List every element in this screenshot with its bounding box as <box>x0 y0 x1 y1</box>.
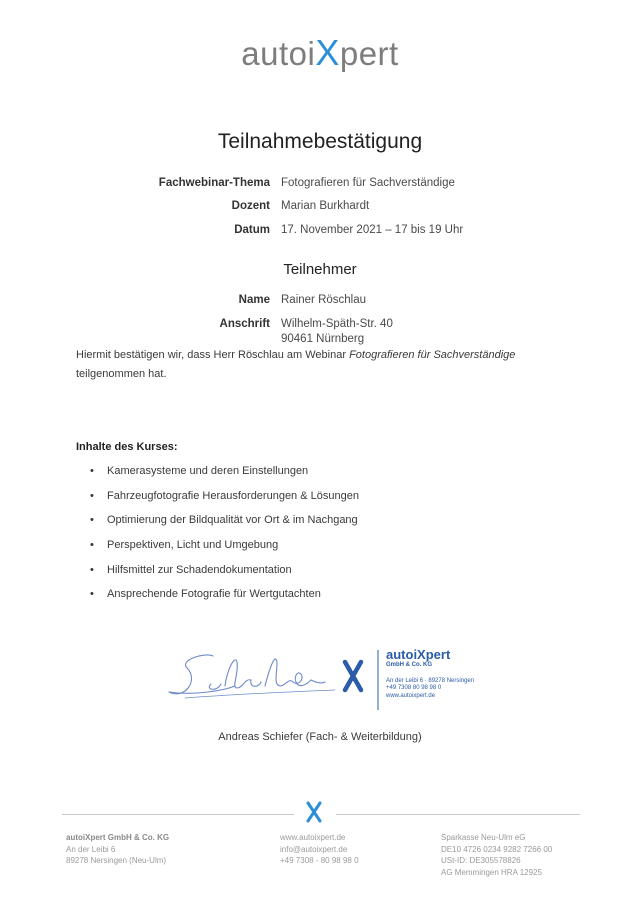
footer-bank-column <box>441 832 552 878</box>
info-value: Fotografieren für Sachverständige <box>281 177 455 189</box>
confirmation-topic: Fotografieren für Sachverständige <box>349 349 516 361</box>
stamp-x-icon <box>345 662 361 690</box>
company-logo <box>0 32 640 74</box>
footer-divider-right <box>336 814 580 815</box>
list-item: • Optimierung der Bildqualität vor Ort & im Nachgang <box>90 511 359 536</box>
footer-register: AG Memmingen HRA 12925 <box>441 867 542 877</box>
stamp-company: GmbH & Co. KG <box>386 662 432 668</box>
stamp-brand: autoiXpert <box>386 647 451 662</box>
stamp-web: www.autoixpert.de <box>386 692 436 699</box>
footer-x-icon <box>304 800 324 824</box>
stamp-spacer <box>386 670 474 678</box>
footer-website: www.autoixpert.de <box>280 833 346 842</box>
footer-divider-left <box>62 814 294 815</box>
participant-address-line2: 90461 Nürnberg <box>281 333 365 345</box>
list-item: • Hilfsmittel zur Schadendokumentation <box>90 561 359 586</box>
document-title: Teilnahmebestätigung <box>217 130 423 153</box>
company-stamp <box>386 648 474 700</box>
footer-email: info@autoixpert.de <box>280 844 348 854</box>
logo-x: X <box>315 32 340 73</box>
info-label: Fachwebinar-Thema <box>158 177 270 189</box>
list-item: • Fahrzeugfotografie Herausforderungen & Lösungen <box>90 487 359 512</box>
footer-bank: Sparkasse Neu-Ulm eG <box>441 833 526 842</box>
footer-street: An der Leibi 6 <box>66 844 116 854</box>
confirmation-pre: Hiermit bestätigen wir, dass Herr Röschlau am Webinar <box>76 349 350 361</box>
footer-vat-id: USt-ID: DE305578826 <box>441 856 521 866</box>
footer-company-column <box>66 832 169 867</box>
list-item: • Kamerasysteme und deren Einstellungen <box>90 462 359 487</box>
handwritten-signature <box>169 655 335 698</box>
course-heading: Inhalte des Kurses: <box>76 441 178 453</box>
footer-iban: DE10 4726 0234 9282 7266 00 <box>441 844 553 854</box>
footer-phone: +49 7308 - 80 98 98 0 <box>280 856 359 866</box>
participant-address-line1: Wilhelm-Späth-Str. 40 <box>281 318 393 330</box>
info-label: Dozent <box>231 200 270 212</box>
list-item: • Perspektiven, Licht und Umgebung <box>90 536 359 561</box>
course-list <box>90 462 359 610</box>
participant-name-value: Rainer Röschlau <box>281 294 367 306</box>
info-value: 17. November 2021 – 17 bis 19 Uhr <box>281 224 464 236</box>
list-item: • Ansprechende Fotografie für Wertgutachten <box>90 585 359 610</box>
info-label: Datum <box>234 224 270 236</box>
stamp-address: An der Leibi 6 · 89278 Nersingen <box>386 677 475 684</box>
participant-name-label: Name <box>238 294 270 306</box>
logo-text-pert: pert <box>339 35 399 72</box>
logo-text-autoi: autoi <box>241 35 316 72</box>
info-value: Marian Burkhardt <box>281 200 370 212</box>
signer-name: Andreas Schiefer (Fach- & Weiterbildung) <box>218 731 422 743</box>
footer-company-name: autoiXpert GmbH & Co. KG <box>66 833 170 842</box>
confirmation-post: teilgenommen hat. <box>76 368 167 380</box>
participant-address-label: Anschrift <box>219 318 270 330</box>
footer-contact-column <box>280 832 359 867</box>
stamp-phone: +49 7308 80 98 98 0 <box>386 685 442 691</box>
confirmation-text <box>76 346 546 384</box>
footer-city: 89278 Nersingen (Neu-Ulm) <box>66 856 167 866</box>
participant-heading: Teilnehmer <box>283 261 357 278</box>
